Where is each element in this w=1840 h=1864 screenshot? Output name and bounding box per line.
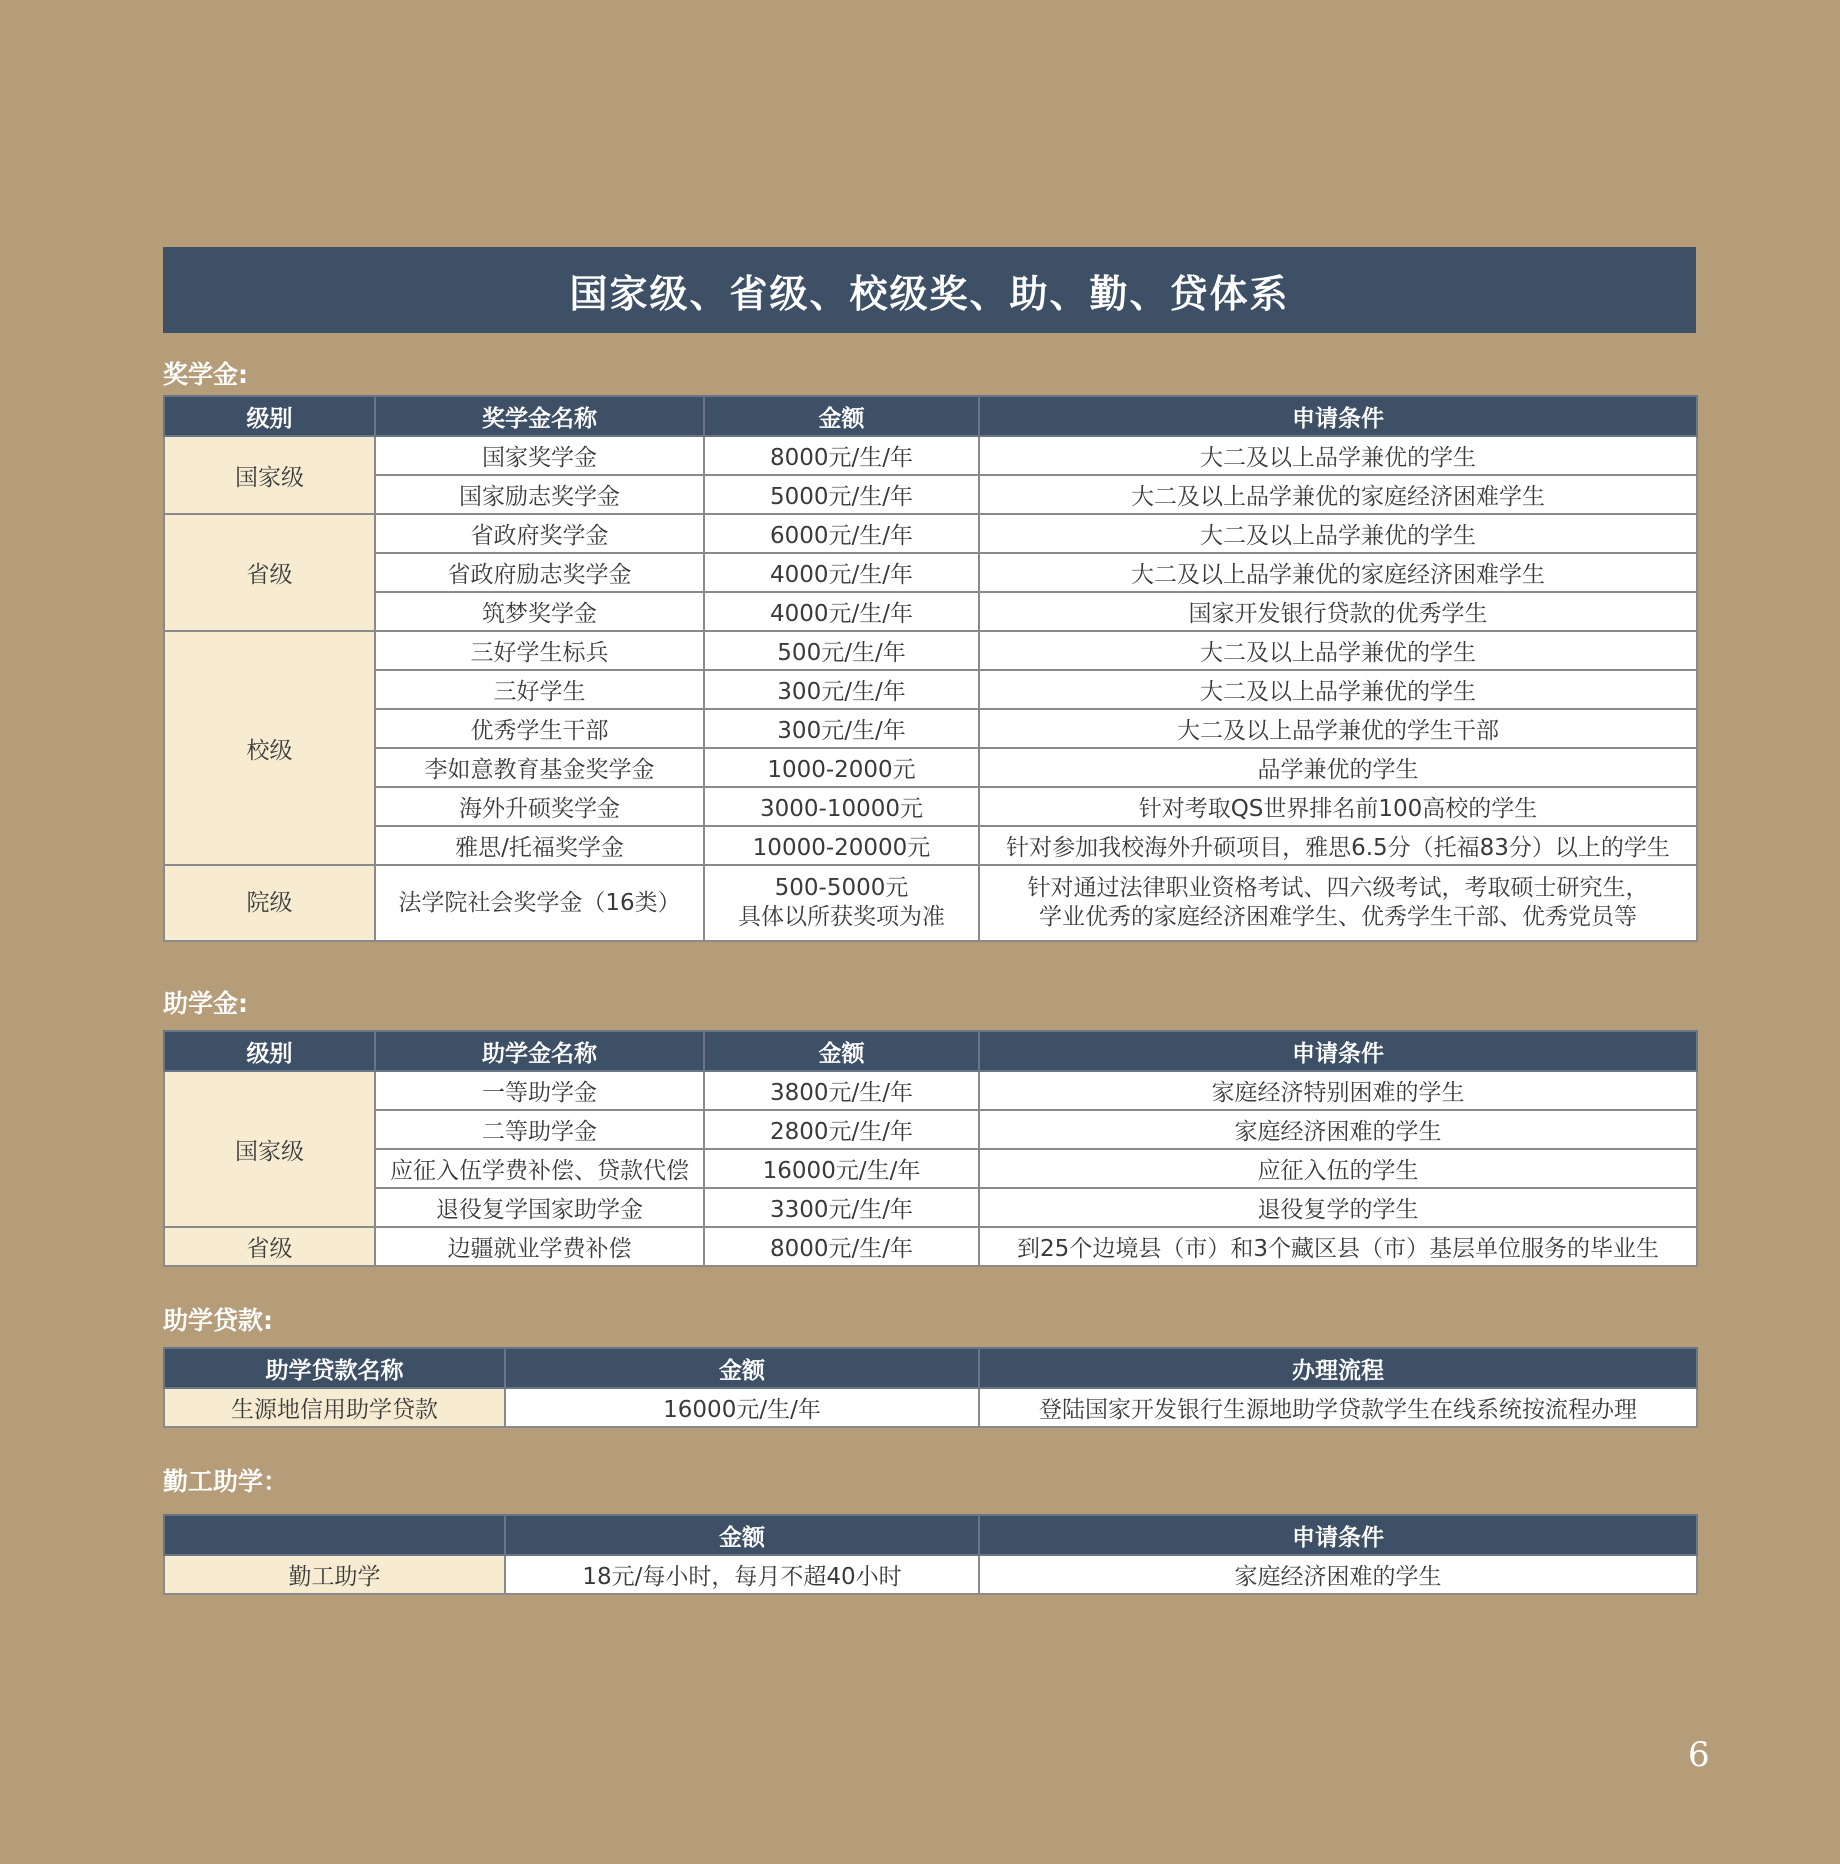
amount-cell: 16000元/生/年	[704, 1149, 979, 1188]
page-title: 国家级、省级、校级奖、助、勤、贷体系	[163, 247, 1696, 333]
column-header: 助学贷款名称	[164, 1348, 505, 1388]
column-header: 办理流程	[979, 1348, 1697, 1388]
amount-cell: 4000元/生/年	[704, 553, 979, 592]
table-header-row	[164, 1348, 1697, 1388]
name-cell: 国家奖学金	[375, 436, 704, 475]
table-row	[164, 514, 1697, 553]
table-row	[164, 709, 1697, 748]
amount-cell: 8000元/生/年	[704, 436, 979, 475]
condition-cell: 大二及以上品学兼优的家庭经济困难学生	[979, 475, 1697, 514]
name-cell: 一等助学金	[375, 1071, 704, 1110]
table-row	[164, 1149, 1697, 1188]
amount-cell: 500元/生/年	[704, 631, 979, 670]
name-cell: 省政府励志奖学金	[375, 553, 704, 592]
table-row	[164, 1388, 1697, 1427]
condition-cell: 品学兼优的学生	[979, 748, 1697, 787]
amount-cell: 3000-10000元	[704, 787, 979, 826]
level-cell: 国家级	[164, 436, 375, 514]
table-header-row	[164, 396, 1697, 436]
work-study-table	[163, 1514, 1698, 1595]
table-row	[164, 1071, 1697, 1110]
table-header-row	[164, 1515, 1697, 1555]
name-cell: 三好学生	[375, 670, 704, 709]
condition-cell: 大二及以上品学兼优的学生干部	[979, 709, 1697, 748]
condition-cell: 国家开发银行贷款的优秀学生	[979, 592, 1697, 631]
loan-table	[163, 1347, 1698, 1428]
grant-table	[163, 1030, 1698, 1267]
process-cell: 登陆国家开发银行生源地助学贷款学生在线系统按流程办理	[979, 1388, 1697, 1427]
column-header: 助学金名称	[375, 1031, 704, 1071]
name-cell: 海外升硕奖学金	[375, 787, 704, 826]
scholarship-table	[163, 395, 1698, 942]
table-row	[164, 631, 1697, 670]
name-cell: 优秀学生干部	[375, 709, 704, 748]
condition-cell: 大二及以上品学兼优的学生	[979, 436, 1697, 475]
level-cell: 校级	[164, 631, 375, 865]
name-cell: 省政府奖学金	[375, 514, 704, 553]
level-cell: 省级	[164, 1227, 375, 1266]
table-row	[164, 865, 1697, 941]
name-cell: 三好学生标兵	[375, 631, 704, 670]
amount-cell: 4000元/生/年	[704, 592, 979, 631]
name-cell: 二等助学金	[375, 1110, 704, 1149]
amount-cell: 6000元/生/年	[704, 514, 979, 553]
table-row	[164, 1188, 1697, 1227]
condition-cell: 大二及以上品学兼优的学生	[979, 514, 1697, 553]
table-row	[164, 475, 1697, 514]
table-row	[164, 553, 1697, 592]
amount-cell: 16000元/生/年	[505, 1388, 979, 1427]
amount-cell: 10000-20000元	[704, 826, 979, 865]
name-cell: 勤工助学	[164, 1555, 505, 1594]
amount-cell: 3800元/生/年	[704, 1071, 979, 1110]
column-header: 申请条件	[979, 1031, 1697, 1071]
condition-cell: 家庭经济困难的学生	[979, 1555, 1697, 1594]
column-header: 金额	[505, 1515, 979, 1555]
amount-cell: 300元/生/年	[704, 670, 979, 709]
table-row	[164, 748, 1697, 787]
condition-cell: 大二及以上品学兼优的学生	[979, 670, 1697, 709]
column-header: 级别	[164, 396, 375, 436]
column-header: 金额	[704, 1031, 979, 1071]
column-header	[164, 1515, 505, 1555]
name-cell: 生源地信用助学贷款	[164, 1388, 505, 1427]
amount-cell: 2800元/生/年	[704, 1110, 979, 1149]
grant-section-title: 助学金:	[163, 989, 248, 1018]
condition-cell: 退役复学的学生	[979, 1188, 1697, 1227]
table-row	[164, 670, 1697, 709]
name-cell: 国家励志奖学金	[375, 475, 704, 514]
condition-cell: 针对参加我校海外升硕项目，雅思6.5分（托福83分）以上的学生	[979, 826, 1697, 865]
amount-cell: 5000元/生/年	[704, 475, 979, 514]
table-row	[164, 1227, 1697, 1266]
table-header-row	[164, 1031, 1697, 1071]
loan-section-title: 助学贷款:	[163, 1306, 273, 1335]
condition-cell: 家庭经济困难的学生	[979, 1110, 1697, 1149]
page-content	[163, 247, 1696, 1595]
table-row	[164, 826, 1697, 865]
amount-cell: 3300元/生/年	[704, 1188, 979, 1227]
page-number: 6	[1688, 1735, 1710, 1775]
column-header: 奖学金名称	[375, 396, 704, 436]
column-header: 申请条件	[979, 1515, 1697, 1555]
level-cell: 院级	[164, 865, 375, 941]
name-cell: 李如意教育基金奖学金	[375, 748, 704, 787]
condition-cell: 大二及以上品学兼优的家庭经济困难学生	[979, 553, 1697, 592]
name-cell: 应征入伍学费补偿、贷款代偿	[375, 1149, 704, 1188]
amount-cell: 300元/生/年	[704, 709, 979, 748]
condition-cell: 针对考取QS世界排名前100高校的学生	[979, 787, 1697, 826]
column-header: 申请条件	[979, 396, 1697, 436]
condition-cell: 大二及以上品学兼优的学生	[979, 631, 1697, 670]
level-cell: 国家级	[164, 1071, 375, 1227]
table-row	[164, 592, 1697, 631]
amount-cell: 1000-2000元	[704, 748, 979, 787]
condition-cell: 到25个边境县（市）和3个藏区县（市）基层单位服务的毕业生	[979, 1227, 1697, 1266]
amount-cell: 8000元/生/年	[704, 1227, 979, 1266]
table-row	[164, 436, 1697, 475]
column-header: 级别	[164, 1031, 375, 1071]
column-header: 金额	[505, 1348, 979, 1388]
table-row	[164, 787, 1697, 826]
condition-cell: 针对通过法律职业资格考试、四六级考试，考取硕士研究生， 学业优秀的家庭经济困难学生、优秀学生干部、优秀党员等	[979, 865, 1697, 941]
amount-cell: 500-5000元 具体以所获奖项为准	[704, 865, 979, 941]
column-header: 金额	[704, 396, 979, 436]
name-cell: 雅思/托福奖学金	[375, 826, 704, 865]
name-cell: 法学院社会奖学金（16类）	[375, 865, 704, 941]
work-study-section-title: 勤工助学：	[163, 1467, 289, 1496]
table-row	[164, 1110, 1697, 1149]
name-cell: 边疆就业学费补偿	[375, 1227, 704, 1266]
amount-cell: 18元/每小时，每月不超40小时	[505, 1555, 979, 1594]
condition-cell: 家庭经济特别困难的学生	[979, 1071, 1697, 1110]
condition-cell: 应征入伍的学生	[979, 1149, 1697, 1188]
scholarship-section-title: 奖学金:	[163, 360, 248, 389]
table-row	[164, 1555, 1697, 1594]
level-cell: 省级	[164, 514, 375, 631]
name-cell: 退役复学国家助学金	[375, 1188, 704, 1227]
name-cell: 筑梦奖学金	[375, 592, 704, 631]
